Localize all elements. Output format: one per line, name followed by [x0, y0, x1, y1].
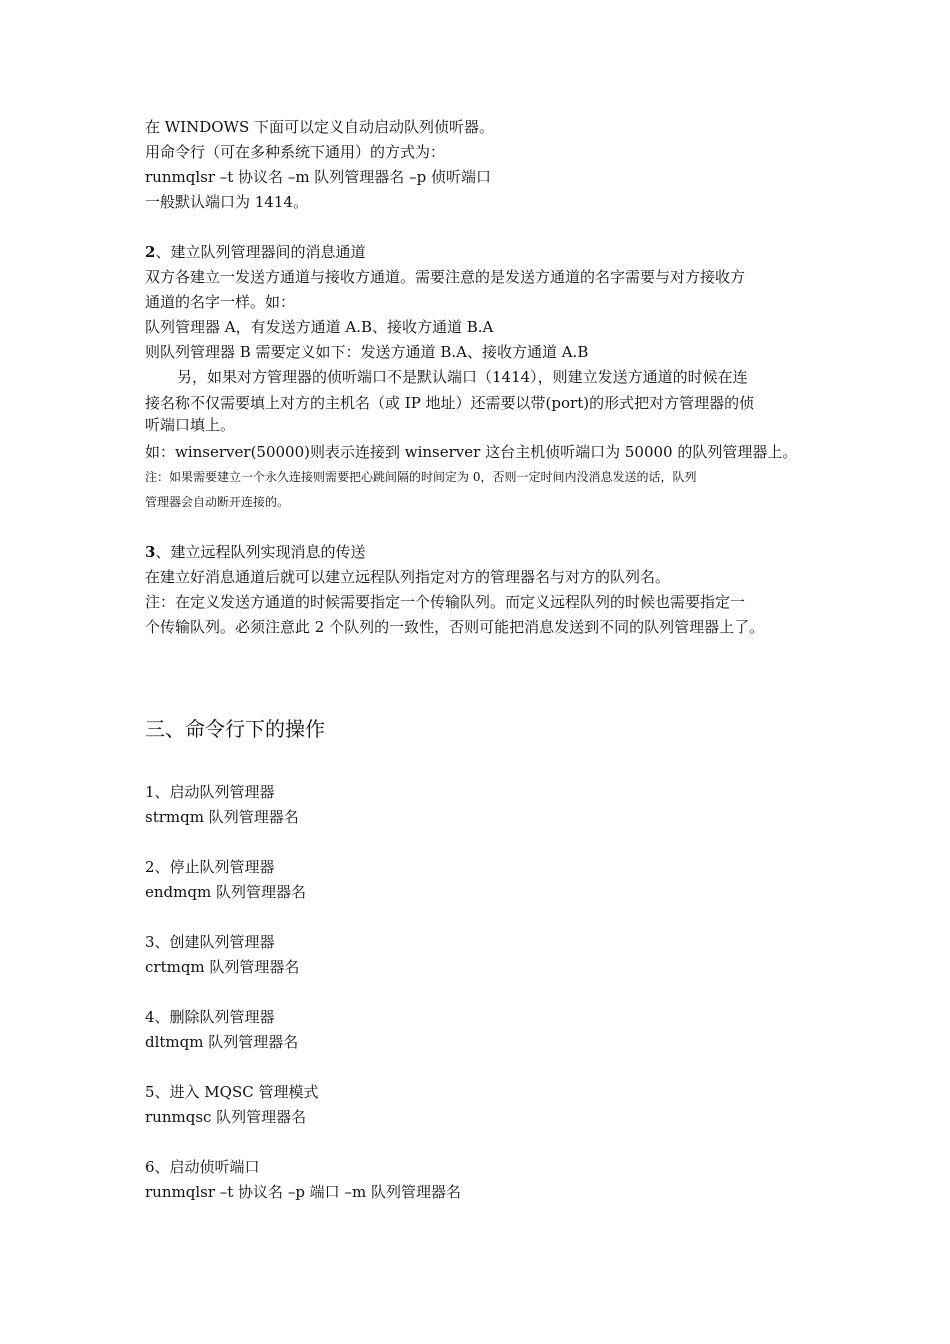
- note-line: 管理器会自动断开连接的。: [145, 495, 290, 509]
- op-title: 4、删除队列管理器: [145, 1008, 275, 1026]
- op-title: 5、进入 MQSC 管理模式: [145, 1083, 319, 1101]
- text-line: 听端口填上。: [145, 416, 236, 434]
- text-line: 在建立好消息通道后就可以建立远程队列指定对方的管理器名与对方的队列名。: [145, 568, 671, 586]
- op-title: 3、创建队列管理器: [145, 933, 275, 951]
- section-title: 、建立远程队列实现消息的传送: [155, 543, 366, 561]
- op-command: crtmqm 队列管理器名: [145, 958, 300, 976]
- op-command: runmqlsr –t 协议名 –p 端口 –m 队列管理器名: [145, 1183, 461, 1201]
- text-line: 注：在定义发送方通道的时候需要指定一个传输队列。而定义远程队列的时候也需要指定一: [145, 593, 746, 611]
- text-line: 通道的名字一样。如：: [145, 293, 296, 311]
- note-line: 注：如果需要建立一个永久连接则需要把心跳间隔的时间定为 0，否则一定时间内没消息发送的话，队列: [145, 470, 697, 484]
- text-line: 则队列管理器 B 需要定义如下：发送方通道 B.A、接收方通道 A.B: [145, 343, 589, 361]
- section-number: 3: [145, 543, 156, 561]
- text-line: 在 WINDOWS 下面可以定义自动启动队列侦听器。: [145, 118, 495, 136]
- section-3-heading: [145, 543, 365, 561]
- op-title: 2、停止队列管理器: [145, 858, 275, 876]
- text-line: 一般默认端口为 1414。: [145, 193, 308, 211]
- op-command: runmqsc 队列管理器名: [145, 1108, 307, 1126]
- op-title: 1、启动队列管理器: [145, 783, 275, 801]
- op-command: endmqm 队列管理器名: [145, 883, 306, 901]
- section-number: 2: [145, 243, 156, 261]
- op-command: dltmqm 队列管理器名: [145, 1033, 299, 1051]
- text-line: 如：winserver(50000)则表示连接到 winserver 这台主机侦听端口为 50000 的队列管理器上。: [145, 443, 798, 461]
- text-line: 队列管理器 A，有发送方通道 A.B、接收方通道 B.A: [145, 318, 494, 336]
- section-title: 、建立队列管理器间的消息通道: [155, 243, 366, 261]
- op-title: 6、启动侦听端口: [145, 1158, 260, 1176]
- text-line: 个传输队列。必须注意此 2 个队列的一致性，否则可能把消息发送到不同的队列管理器上了。: [145, 618, 765, 636]
- text-line: 双方各建立一发送方通道与接收方通道。需要注意的是发送方通道的名字需要与对方接收方: [145, 268, 746, 286]
- op-command: strmqm 队列管理器名: [145, 808, 299, 826]
- text-line: 接名称不仅需要填上对方的主机名（或 IP 地址）还需要以带(port)的形式把对方管理器的侦: [145, 394, 755, 412]
- text-line: 用命令行（可在多种系统下通用）的方式为：: [145, 143, 446, 161]
- command-line: runmqlsr –t 协议名 –m 队列管理器名 –p 侦听端口: [145, 168, 491, 186]
- text-line: 另，如果对方管理器的侦听端口不是默认端口（1414），则建立发送方通道的时候在连: [177, 368, 748, 386]
- chapter-heading: 三、命令行下的操作: [145, 717, 325, 741]
- section-2-heading: [145, 243, 365, 261]
